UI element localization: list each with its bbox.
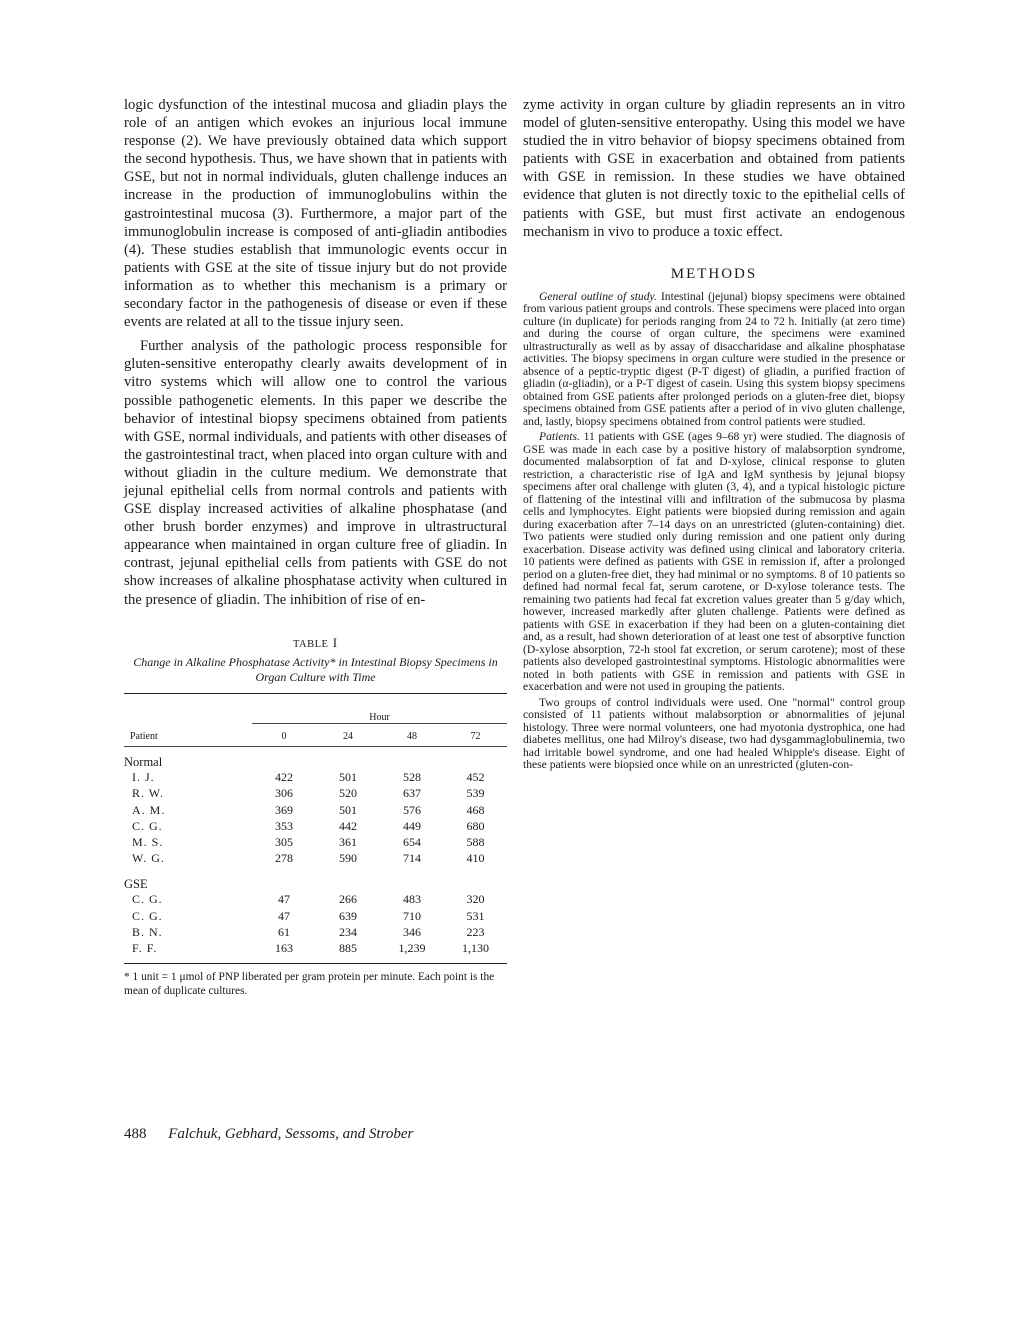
value-cell: 369 bbox=[275, 802, 293, 817]
value-cell: 520 bbox=[339, 786, 357, 801]
value-cell: 539 bbox=[466, 786, 485, 801]
value-cell: 1,239 bbox=[398, 940, 426, 955]
value-cell: 528 bbox=[403, 770, 421, 785]
value-cell: 449 bbox=[403, 818, 421, 833]
table-body bbox=[124, 694, 507, 957]
value-cell: 163 bbox=[275, 940, 293, 955]
value-cell: 234 bbox=[339, 924, 357, 939]
value-cell: 278 bbox=[275, 851, 293, 866]
group-label: Normal bbox=[124, 754, 163, 769]
value-cell: 353 bbox=[275, 818, 293, 833]
value-cell: 61 bbox=[278, 924, 290, 939]
table-bottom-rule bbox=[124, 963, 507, 964]
patient-cell: B. N. bbox=[132, 924, 163, 939]
table-1 bbox=[124, 635, 507, 998]
patient-cell: F. F. bbox=[132, 940, 158, 955]
patient-cell: C. G. bbox=[132, 908, 163, 923]
value-cell: 223 bbox=[466, 924, 485, 939]
value-cell: 483 bbox=[403, 892, 421, 907]
hour-column-header: 72 bbox=[470, 731, 481, 743]
hour-column-header: 48 bbox=[407, 731, 417, 743]
value-cell: 361 bbox=[339, 834, 357, 849]
value-cell: 590 bbox=[339, 851, 357, 866]
value-cell: 422 bbox=[275, 770, 293, 785]
value-cell: 320 bbox=[466, 892, 485, 907]
table-row bbox=[124, 892, 507, 908]
hour-column-header: 24 bbox=[343, 731, 353, 743]
table-row bbox=[124, 770, 507, 786]
methods-paragraph bbox=[523, 431, 905, 694]
table-number: I bbox=[332, 634, 339, 650]
table-footnote: * 1 unit = 1 μmol of PNP liberated per gram protein per minute. Each point is the mean of duplicate cultures. bbox=[124, 970, 495, 997]
value-cell: 266 bbox=[339, 892, 357, 907]
patient-cell: R. W. bbox=[132, 786, 165, 801]
value-cell: 654 bbox=[403, 834, 421, 849]
body-paragraph: zyme activity in organ culture by gliadin represents an in vitro model of gluten-sensitive enteropathy. Using this model we have studied the in vitro behavior of biopsy specimens obtained from patients with GSE in exacerbation and obtained from patients with GSE in remission. In these studies we have obtained evidence that gluten is not directly toxic to the epithelial cells of patients with GSE, but must first activate an endogenous mechanism in vivo to produce a toxic effect. bbox=[523, 97, 905, 240]
table-row bbox=[124, 924, 507, 940]
hour-column-header: 0 bbox=[281, 731, 287, 743]
patient-header: Patient bbox=[130, 731, 158, 743]
author-line: Falchuk, Gebhard, Sessoms, and Strober bbox=[168, 1126, 414, 1142]
value-cell: 442 bbox=[339, 818, 357, 833]
patient-cell: W. G. bbox=[132, 851, 165, 866]
value-cell: 710 bbox=[403, 908, 421, 923]
section-heading-methods: METHODS bbox=[670, 265, 758, 282]
value-cell: 680 bbox=[466, 818, 485, 833]
value-cell: 47 bbox=[278, 908, 290, 923]
value-cell: 452 bbox=[466, 770, 485, 785]
value-cell: 1,130 bbox=[462, 940, 489, 955]
run-in-heading: General outline of study. bbox=[539, 289, 657, 303]
methods-paragraph: Two groups of control individuals were used. One "normal" control group consisted of 11 patients without malabsorption or abnormalities of jejunal histology. Three were normal volunteers, one had myotonia dystrophica, one had diabetes mellitus, one had Milroy's disease, two had dysgammaglobulinemia, two had irritable bowel syndrome, and one had healed Whipple's disease. Eight of these patients were biopsied once while on an unrestricted (gluten-con- bbox=[523, 695, 905, 772]
table-row bbox=[124, 786, 507, 802]
page-number: 488 bbox=[124, 1126, 147, 1142]
value-cell: 588 bbox=[466, 834, 485, 849]
value-cell: 410 bbox=[466, 851, 485, 866]
patient-cell: C. G. bbox=[132, 892, 163, 907]
value-cell: 637 bbox=[403, 786, 421, 801]
table-row bbox=[124, 834, 507, 850]
table-row bbox=[124, 818, 507, 834]
table-caption: Change in Alkaline Phosphatase Activity* in Intestinal Biopsy Specimens in Organ Culture with Time bbox=[133, 654, 498, 684]
methods-paragraph bbox=[523, 291, 905, 429]
value-cell: 639 bbox=[339, 908, 357, 923]
value-cell: 885 bbox=[339, 940, 357, 955]
table-row bbox=[124, 851, 507, 867]
hour-header: Hour bbox=[369, 711, 390, 723]
table-row bbox=[124, 940, 507, 956]
run-in-heading: Patients. bbox=[539, 430, 580, 444]
value-cell: 531 bbox=[466, 908, 485, 923]
table-row bbox=[124, 908, 507, 924]
value-cell: 501 bbox=[339, 770, 357, 785]
patient-cell: C. G. bbox=[132, 818, 163, 833]
table-title bbox=[124, 635, 507, 651]
paragraph-text: Intestinal (jejunal) biopsy specimens were obtained from various patient groups and controls. These specimens were placed into organ culture (in duplicate) for periods ranging from 24 to 72 h. Initially (at zero time) and during the course of organ culture, the specimens were examined ultrastructurally as well as by assay of disaccharidase and alkaline phosphatase activities. The biopsy specimens in organ culture were studied in the presence or absence of a peptic-tryptic digest (P-T digest) of gliadin, a purified fraction of gliadin (α-gliadin), or a P-T digest of casein. Using this system biopsy specimens obtained from GSE patients after prolonged periods on a gluten-free diet, biopsy specimens obtained from GSE patients after a period of in vivo gluten challenge, and, lastly, biopsy specimens obtained from control patients were studied. bbox=[523, 289, 905, 428]
body-paragraph: logic dysfunction of the intestinal mucosa and gliadin plays the role of an antigen which evokes an injurious local immune response (2). We have previously obtained data which support the second hypothesis. Thus, we have shown that in patients with GSE, but not in normal individuals, gluten challenge induces an increase in the production of immunoglobulins within the gastrointestinal mucosa (3). Furthermore, a major part of the immunoglobulin increase is composed of anti-gliadin antibodies (4). These studies establish that immunologic events occur in patients with GSE at the site of tissue injury but do not provide information as to whether this mechanism is a primary or secondary factor in the pathogenesis of disease or even if these events are related at all to the tissue injury seen. bbox=[124, 97, 507, 331]
paragraph-text: 11 patients with GSE (ages 9–68 yr) were studied. The diagnosis of GSE was made in each case by a positive history of malabsorption syndrome, documented malabsorption of fat and D-xylose, clinical response to gluten restriction, a characteristic rise of IgA and IgM synthesis by jejunal biopsy specimens after oral challenge with gluten (3, 4), and a typical histologic picture of flattening of the intestinal villi and infiltration of the submucosa by plasma cells and lymphocytes. Eight patients were biopsied during remission and again during exacerbation after 7–14 days on an unrestricted (gluten-containing) diet. Two patients were studied only during remission and one patient only during exacerbation. Disease activity was defined using clinical and laboratory criteria. 10 patients were defined as patients with GSE in remission if, after a prolonged period on a gluten-free diet, they had minimal or no symptoms. 8 of 10 patients so defined had normal fecal fat, serum carotene, or D-xylose tolerance tests. The remaining two patients had fecal fat excretion values greater than 5 g/day which, however, increased markedly after gluten challenge. Patients were defined as patients with GSE in exacerbation if they had been on a gluten-containing diet and, as a result, had shown deterioration of at least one test of absorptive function (D-xylose absorption, 72-h stool fat excretion, or serum carotene); most of these patients also developed gastrointestinal symptoms. Histologic abnormalities were noted in both patients with GSE in remission and patients with GSE in exacerbation and were not used in grouping the patients. bbox=[523, 430, 905, 694]
value-cell: 576 bbox=[403, 802, 421, 817]
value-cell: 305 bbox=[275, 834, 293, 849]
left-column bbox=[124, 96, 507, 998]
group-label: GSE bbox=[124, 876, 148, 891]
value-cell: 468 bbox=[466, 802, 485, 817]
table-label: TABLE bbox=[292, 638, 329, 650]
value-cell: 306 bbox=[275, 786, 293, 801]
right-column bbox=[523, 96, 905, 772]
patient-cell: A. M. bbox=[132, 802, 166, 817]
value-cell: 47 bbox=[278, 892, 290, 907]
value-cell: 346 bbox=[403, 924, 421, 939]
patient-cell: M. S. bbox=[132, 834, 164, 849]
patient-cell: I. J. bbox=[132, 770, 155, 785]
table-row bbox=[124, 802, 507, 818]
body-paragraph: Further analysis of the pathologic process responsible for gluten-sensitive enteropathy clearly awaits development of in vitro systems which will allow one to control the various possible pathogenetic elements. In this paper we describe the behavior of intestinal biopsy specimens obtained from patients with GSE, normal individuals, and patients with other diseases of the gastrointestinal tract, when placed into organ culture with and without gliadin in the culture medium. We demonstrate that jejunal epithelial cells from normal controls and patients with GSE display increased activities of alkaline phosphatase (and other brush border enzymes) and improve in ultrastructural appearance when maintained in organ culture free of gliadin. In contrast, jejunal epithelial cells from patients with GSE do not show increases of alkaline phosphatase activity when cultured in the presence of gliadin. The inhibition of rise of en- bbox=[124, 338, 507, 608]
value-cell: 501 bbox=[339, 802, 357, 817]
running-footer bbox=[124, 1126, 413, 1143]
value-cell: 714 bbox=[403, 851, 421, 866]
